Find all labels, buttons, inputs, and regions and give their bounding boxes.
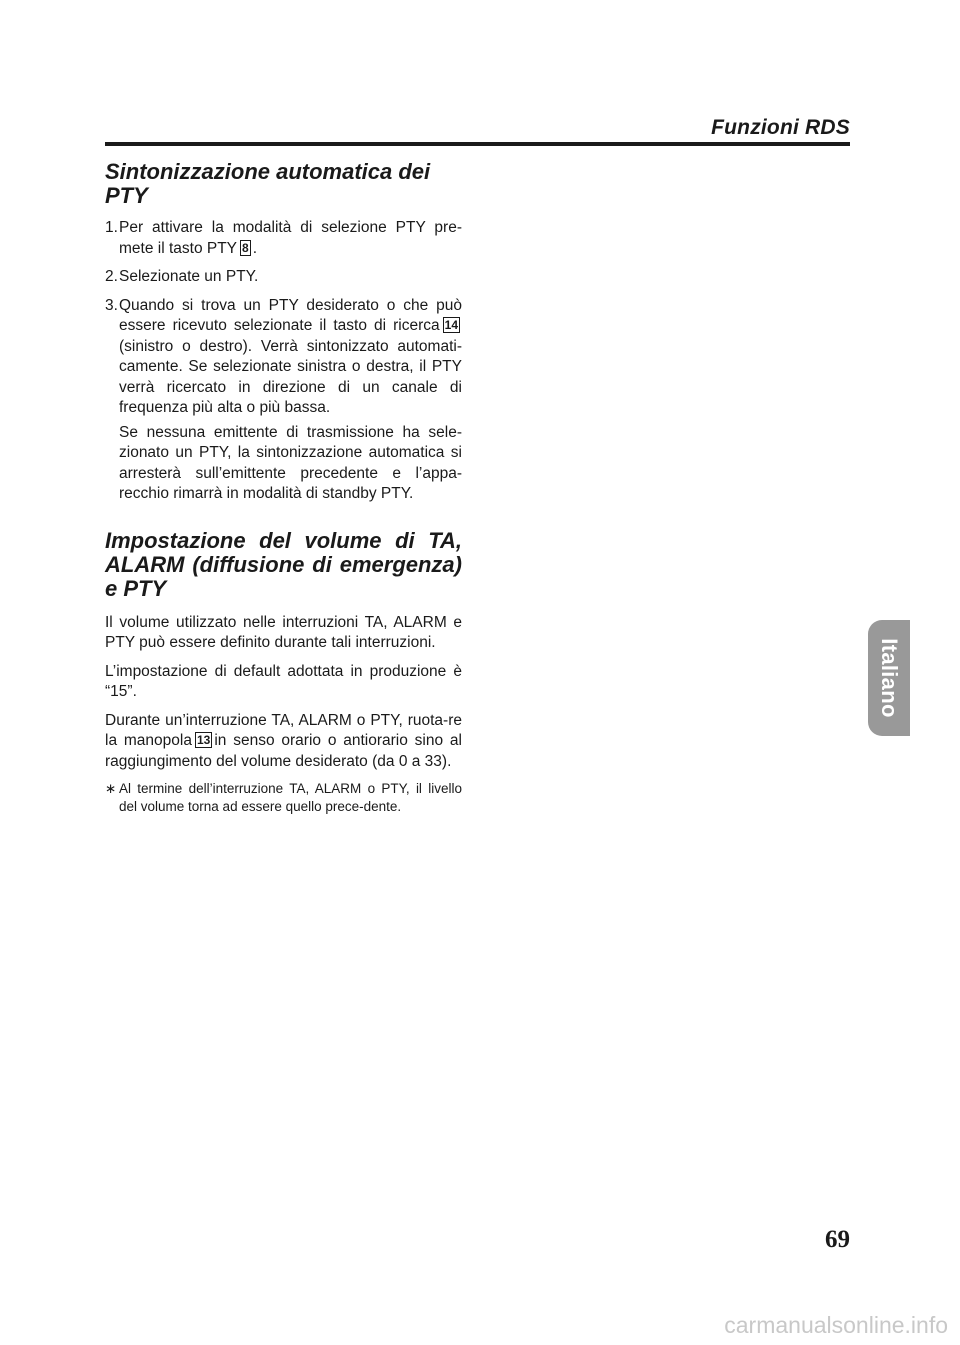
language-tab: [868, 620, 910, 736]
section-title: Funzioni RDS: [711, 116, 850, 139]
paragraph: Il volume utilizzato nelle interruzioni TA, ALARM e PTY può essere definito durante tali interruzioni.: [105, 613, 462, 651]
paragraph: [105, 711, 462, 773]
step-item: [105, 218, 462, 259]
asterisk-icon: ∗: [105, 781, 117, 796]
paragraph-text: Durante un’interruzione TA, ALARM o PTY, ruota-re la manopola: [105, 711, 462, 749]
key-reference-icon: 14: [444, 318, 458, 332]
paragraph: L’impostazione di default adottata in produzione è “15”.: [105, 662, 462, 700]
main-content: [105, 160, 462, 816]
footnote-text: Al termine dell’interruzione TA, ALARM o PTY, il livello del volume torna ad essere quello prece-dente.: [119, 781, 462, 814]
page-number: 69: [825, 1226, 850, 1253]
language-tab-label: Italiano: [877, 638, 902, 718]
key-reference-icon: 8: [242, 240, 249, 255]
footnote: [105, 780, 462, 816]
heading-volume-settings: Impostazione del volume di TA, ALARM (diffusione di emergenza) e PTY: [105, 527, 462, 601]
step-text: Per attivare la modalità di selezione PTY pre-mete il tasto PTY: [119, 219, 462, 257]
steps-list: [105, 218, 462, 419]
paragraph-text-end: in senso orario o antiorario sino al raggiungimento del volume desiderato (da 0 a 33).: [105, 732, 462, 770]
step-text-end: (sinistro o destro). Verrà sintonizzato automati-camente. Se selezionate sinistra o destra, il PTY verrà ricercato in direzione di un canale di frequenza più alta o più bassa.: [119, 337, 462, 416]
step-number: 2.: [105, 268, 118, 285]
watermark: carmanualsonline.info: [724, 1312, 948, 1338]
step-number: 3.: [105, 296, 118, 314]
step-item: [105, 267, 462, 288]
step-number: 1.: [105, 219, 118, 236]
step-text: Selezionate un PTY.: [119, 268, 259, 285]
step-note: Se nessuna emittente di trasmissione ha sele-zionato un PTY, la sintonizzazione automatica si arresterà sull’emittente precedente e l’appa-recchio rimarrà in modalità di standby PTY.: [119, 423, 462, 502]
heading-auto-tuning-pty: Sintonizzazione automatica dei PTY: [105, 159, 431, 208]
step-text-end: .: [252, 239, 258, 257]
header-rule: [105, 142, 850, 146]
step-text: Quando si trova un PTY desiderato o che può essere ricevuto selezionate il tasto di ricerca: [119, 296, 462, 334]
step-item: [105, 296, 462, 419]
key-reference-icon: 13: [196, 733, 211, 747]
